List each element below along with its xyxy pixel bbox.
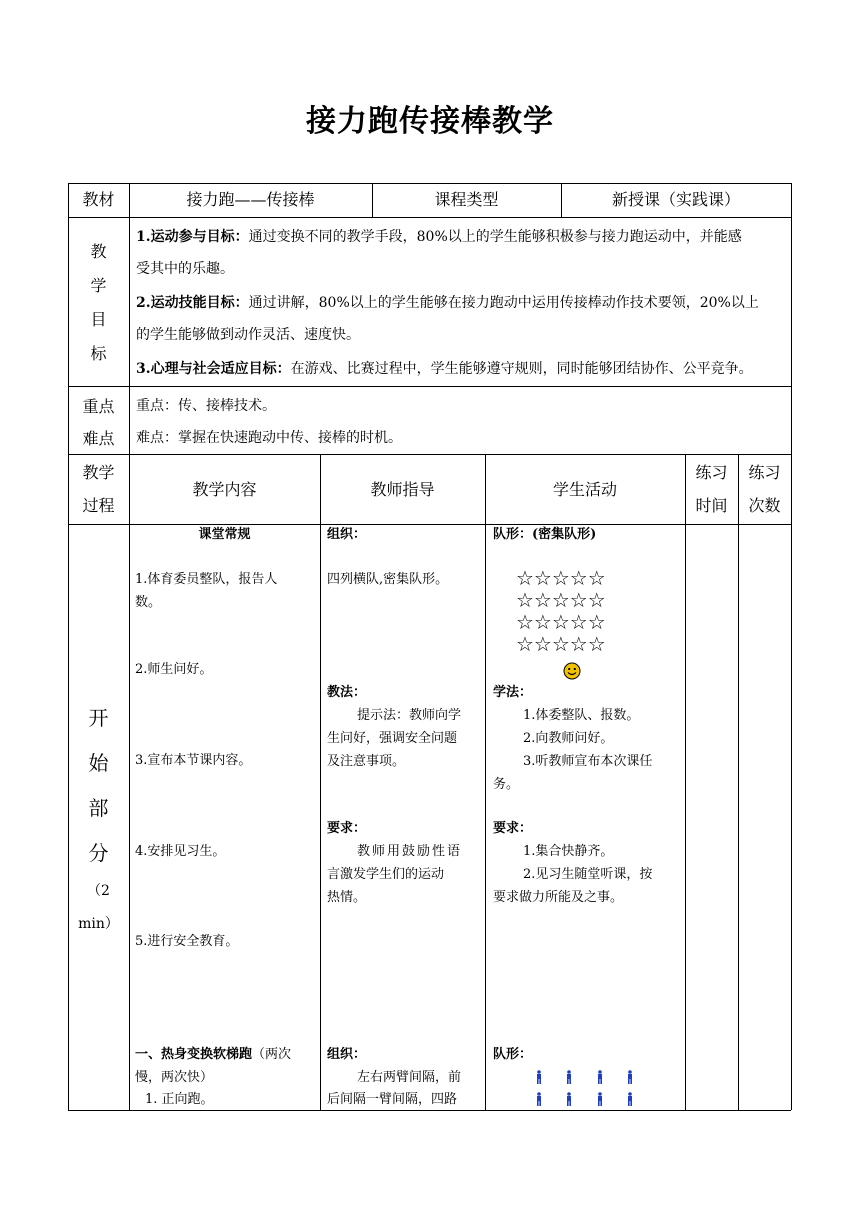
student-req-item: 2.见习生随堂听课，按 [523, 867, 653, 882]
process-header-label: 教学 [82, 463, 115, 482]
teacher-req-text: 热情。 [327, 890, 367, 905]
process-header-label: 过程 [82, 496, 115, 515]
objectives-label-char: 目 [90, 310, 107, 329]
objectives-label-char: 标 [90, 344, 107, 363]
key-point-text: 重点：传、接棒技术。 [136, 398, 276, 414]
content-column-header: 教学内容 [192, 480, 257, 499]
student-req-item: 1.集合快静齐。 [523, 844, 614, 859]
person-icon [566, 1069, 572, 1083]
student-method-item: 3.听教师宣布本次课任 [523, 754, 653, 769]
course-type-value: 新授课（实践课） [611, 190, 740, 209]
student-method-item: 2.向教师问好。 [523, 731, 614, 746]
objective-item-continued: 受其中的乐趣。 [136, 261, 234, 277]
content-heading: 课堂常规 [198, 527, 251, 542]
section-label-char: 分 [88, 841, 109, 865]
formation-star-row: ☆☆☆☆☆ [516, 610, 606, 634]
table-divider [738, 454, 739, 1110]
teacher-method-label: 教法： [327, 685, 367, 700]
teacher-req-text: 言激发学生们的运动 [327, 867, 445, 882]
formation-star-row: ☆☆☆☆☆ [516, 588, 606, 612]
objective-item: 2.运动技能目标：通过讲解，80%以上的学生能够在接力跑动中运用传接棒动作技术要领，20%以上 [136, 295, 759, 311]
table-divider [68, 217, 791, 218]
formation-star-row: ☆☆☆☆☆ [516, 566, 606, 590]
table-border-top [68, 183, 791, 184]
person-icon [536, 1091, 542, 1105]
content-item: 5.进行安全教育。 [135, 934, 239, 949]
objective-item-continued: 的学生能够做到动作灵活、速度快。 [136, 327, 360, 343]
time-column-header: 练习 [695, 463, 728, 482]
difficulty-label: 难点 [82, 429, 115, 448]
section-duration: （2 [87, 883, 110, 899]
section-duration: min） [78, 916, 119, 932]
table-divider [68, 454, 791, 455]
teacher-req-text: 教师用鼓励性语 [357, 844, 463, 859]
table-border-right [791, 183, 792, 1110]
person-icon [627, 1091, 633, 1105]
person-icon [566, 1091, 572, 1105]
material-label: 教材 [82, 190, 115, 209]
objectives-label-char: 学 [90, 276, 107, 295]
objective-item: 1.运动参与目标：通过变换不同的教学手段，80%以上的学生能够积极参与接力跑运动中，并能感 [136, 229, 742, 245]
course-type-label: 课程类型 [434, 190, 499, 209]
student-method-item: 务。 [493, 777, 520, 792]
warmup-content-line: 慢，两次快） [135, 1070, 214, 1085]
teacher-org-label: 组织： [327, 527, 367, 542]
key-point-label: 重点 [82, 397, 115, 416]
count-column-header: 次数 [748, 496, 781, 515]
person-icon [597, 1069, 603, 1083]
person-icon [627, 1069, 633, 1083]
content-item: 4.安排见习生。 [135, 844, 226, 859]
warmup-student-formation-label: 队形： [493, 1047, 533, 1062]
section-label-char: 始 [88, 751, 109, 775]
table-divider [320, 454, 321, 1110]
teacher-org-text: 四列横队,密集队形。 [327, 572, 449, 587]
time-column-header: 时间 [695, 496, 728, 515]
page-title: 接力跑传接棒教学 [306, 104, 554, 139]
warmup-teacher-text: 左右两臂间隔，前 [357, 1070, 462, 1085]
teacher-method-text: 提示法：教师向学 [357, 708, 462, 723]
person-icon [536, 1069, 542, 1083]
student-method-label: 学法： [493, 685, 533, 700]
teacher-method-text: 生问好，强调安全问题 [327, 731, 458, 746]
content-item: 数。 [135, 595, 162, 610]
teacher-method-text: 及注意事项。 [327, 754, 406, 769]
teacher-column-header: 教师指导 [370, 480, 435, 499]
teacher-smiley-icon [563, 662, 581, 680]
objective-item: 3.心理与社会适应目标：在游戏、比赛过程中，学生能够遵守规则，同时能够团结协作、公平竞争。 [136, 361, 753, 377]
student-column-header: 学生活动 [552, 480, 617, 499]
count-column-header: 练习 [748, 463, 781, 482]
table-divider [485, 454, 486, 1110]
objectives-label-char: 教 [90, 242, 107, 261]
warmup-content-line: 1. 正向跑。 [145, 1092, 214, 1107]
student-formation-label: 队形：(密集队形) [493, 527, 597, 542]
student-method-item: 1.体委整队、报数。 [523, 708, 640, 723]
difficulty-text: 难点：掌握在快速跑动中传、接棒的时机。 [136, 430, 402, 446]
student-req-item: 要求做力所能及之事。 [493, 890, 624, 905]
table-divider [129, 183, 130, 1110]
table-divider [685, 454, 686, 1110]
section-label-char: 开 [88, 706, 109, 730]
teacher-req-label: 要求： [327, 821, 367, 836]
material-value: 接力跑——传接棒 [186, 190, 315, 209]
section-label-char: 部 [88, 796, 109, 820]
person-icon [597, 1091, 603, 1105]
formation-star-row: ☆☆☆☆☆ [516, 632, 606, 656]
warmup-content-heading: 一、热身变换软梯跑（两次 [135, 1047, 292, 1062]
content-item: 2.师生问好。 [135, 662, 213, 677]
content-item: 3.宣布本节课内容。 [135, 753, 252, 768]
content-item: 1.体育委员整队，报告人 [135, 572, 278, 587]
warmup-teacher-org-label: 组织： [327, 1047, 367, 1062]
student-req-label: 要求： [493, 821, 533, 836]
warmup-teacher-text: 后间隔一臂间隔，四路 [327, 1092, 458, 1107]
table-divider [68, 386, 791, 387]
